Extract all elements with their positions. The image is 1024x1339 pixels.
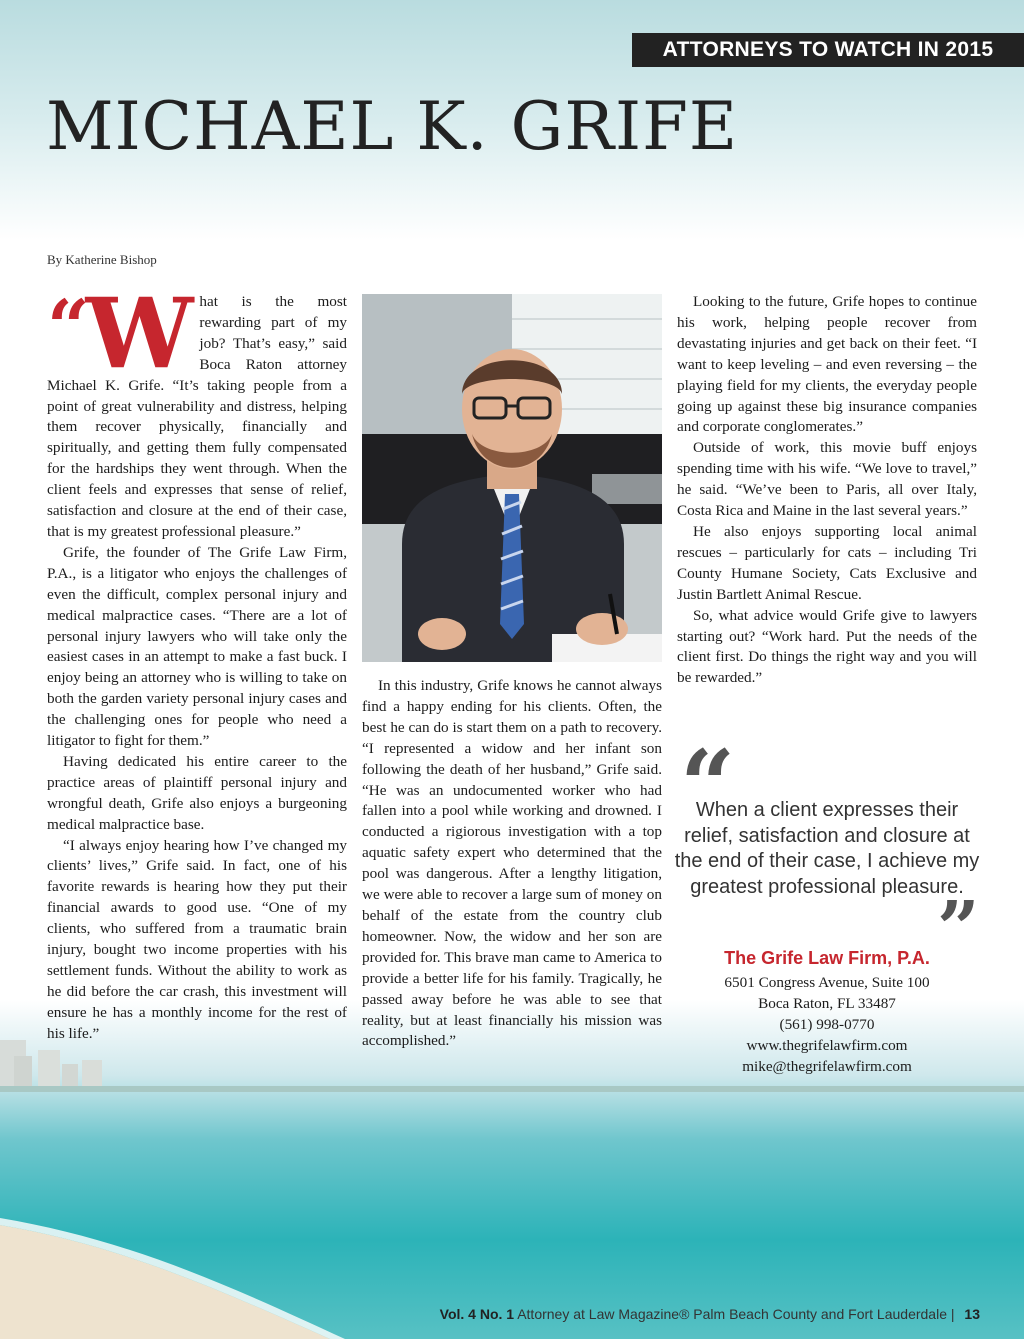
- open-quote-mark: “: [680, 729, 736, 842]
- pull-quote: When a client expresses their relief, satisfaction and closure at the end of their case, I achieve my greatest professional pleasure.: [674, 799, 980, 898]
- column-1: [47, 277, 347, 1045]
- website: www.thegrifelawfirm.com: [746, 1037, 908, 1054]
- article-title: MICHAEL K. GRIFE: [46, 88, 739, 165]
- portrait-photo: [362, 294, 662, 662]
- skyline-building: [62, 1064, 78, 1088]
- close-quote-mark: ”: [937, 886, 980, 972]
- distant-shore: [0, 1086, 1024, 1092]
- section-banner: ATTORNEYS TO WATCH IN 2015: [632, 33, 1024, 67]
- footer-separator: |: [950, 1306, 955, 1322]
- sand: [0, 1225, 330, 1339]
- paragraph: He also enjoys supporting local animal rescues – particularly for cats – including Tri County Humane Society, Cats Exclusive and Justin Bartlett Animal Rescue.: [677, 522, 977, 603]
- page-footer: [440, 1306, 980, 1322]
- paragraph: In this industry, Grife knows he cannot always find a happy ending for his clients. Often, the best he can do is start them on a path to recovery. “I represented a widow and her infant son following the death of her husband,” Grife said. “He was an undocumented worker who had fallen into a pool while working and drowned. I conducted a rigiorous investigation with a top aquatic safety expert who determined that the pool was dangerous. After a lengthy litigation, we were able to recover a large sum of money on behalf of the estate from the country club homeowner. Now, the widow and her son are provided for. This brave man came to America to provide a better life for his family. Tragically, he passed away before he was able to see that reality, but at least financially his mission was accomplished.”: [362, 677, 662, 1050]
- magazine-name: Attorney at Law Magazine® Palm Beach County and Fort Lauderdale: [517, 1306, 947, 1322]
- firm-name: The Grife Law Firm, P.A.: [724, 948, 930, 968]
- skyline-building: [82, 1060, 102, 1088]
- paragraph: “I always enjoy hearing how I’ve changed my clients’ lives,” Grife said. In fact, one of his favorite rewards is hearing how they put their financial awards to good use. “One of my clients, who suffered from a traumatic brain injury, bought two income properties with his settlement funds. Without the ability to work as he did before the car crash, this investment will ensure he has a monthly income for the rest of his life.”: [47, 836, 347, 1042]
- phone: (561) 998-0770: [779, 1016, 875, 1033]
- skyline-building: [38, 1050, 60, 1088]
- address-line-1: 6501 Congress Avenue, Suite 100: [724, 974, 930, 991]
- address-line-2: Boca Raton, FL 33487: [758, 995, 896, 1012]
- issue-number: Vol. 4 No. 1: [439, 1306, 515, 1322]
- paragraph: Having dedicated his entire career to the practice areas of plaintiff personal injury and wrongful death, Grife also enjoys a burgeoning medical malpractice base.: [47, 752, 347, 833]
- drop-cap: “W: [47, 277, 194, 390]
- contact-block: [677, 946, 977, 1077]
- paragraph: Grife, the founder of The Grife Law Firm, P.A., is a litigator who enjoys the challenges of even the difficult, complex personal injury and medical malpractice cases. “There are a lot of personal injury lawyers who will take only the easiest cases in an attempt to make a fast buck. I enjoy being an attorney who is willing to take on both the garden variety personal injury cases and the challenging ones for people who need a litigator to fight for them.”: [47, 543, 347, 750]
- email: mike@thegrifelawfirm.com: [742, 1058, 912, 1075]
- column-2: [362, 676, 662, 1052]
- paragraph: Looking to the future, Grife hopes to continue his work, helping people recover from devastating injuries and get back on their feet. “I want to keep leveling – and even reversing – the playing field for my clients, the everyday people going up against these big insurance companies and corporate conglomerates.”: [677, 293, 977, 436]
- paragraph: So, what advice would Grife give to lawyers starting out? “Work hard. Put the needs of the client first. Do things the right way and you will be rewarded.”: [677, 606, 977, 687]
- paragraph: “W hat is the most rewarding part of my job? That’s easy,” said Boca Raton attorney Michael K. Grife. “It’s taking people from a point of great vulnerability and distress, helping them recover physically, financially and spiritually, and getting them fully compensated for the hardships they went through. When the client feels and expresses that sense of relief, satisfaction and closure at the end of their case, that is my greatest professional pleasure.”: [47, 277, 347, 540]
- column-3: [677, 292, 977, 689]
- page-number: 13: [964, 1306, 980, 1322]
- paragraph: Outside of work, this movie buff enjoys spending time with his wife. “We love to travel,” he said. “We’ve been to Paris, all over Italy, Costa Rica and Maine in the last several years.”: [677, 439, 977, 520]
- skyline-building: [14, 1056, 32, 1088]
- byline: By Katherine Bishop: [47, 252, 157, 267]
